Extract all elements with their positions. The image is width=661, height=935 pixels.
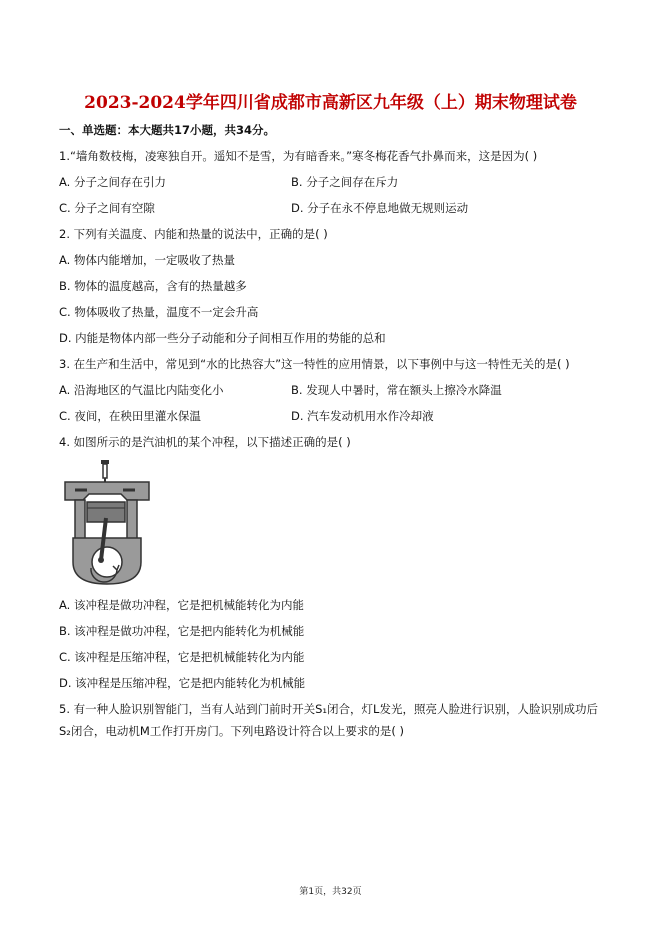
question-1-option-b: B. 分子之间存在斥力 [291, 175, 399, 189]
question-3-stem: 3. 在生产和生活中，常见到“水的比热容大”这一特性的应用情景，以下事例中与这一特性无关的是( ) [59, 357, 570, 371]
question-2-stem: 2. 下列有关温度、内能和热量的说法中，正确的是( ) [59, 227, 328, 241]
question-2-option-b: B. 物体的温度越高，含有的热量越多 [59, 279, 247, 293]
document-title: 2023-2024学年四川省成都市高新区九年级（上）期末物理试卷 [84, 93, 577, 113]
cylinder-wall-left [75, 500, 85, 540]
question-1-option-d: D. 分子在永不停息地做无规则运动 [291, 201, 469, 215]
crank-pin [98, 557, 104, 563]
question-3-option-d: D. 汽车发动机用水作冷却液 [291, 409, 434, 423]
spark-plug-body [103, 464, 107, 478]
question-1-option-c: C. 分子之间有空隙 [59, 201, 155, 215]
section-heading: 一、单选题：本大题共17小题，共34分。 [59, 123, 276, 137]
question-4-option-b: B. 该冲程是做功冲程，它是把内能转化为机械能 [59, 624, 305, 638]
question-1-option-a: A. 分子之间存在引力 [59, 175, 166, 189]
question-4-option-d: D. 该冲程是压缩冲程，它是把内能转化为机械能 [59, 676, 306, 690]
question-1-stem: 1.“墙角数枝梅，凌寒独自开。遥知不是雪，为有暗香来。”寒冬梅花香气扑鼻而来，这是因为( ) [59, 149, 538, 163]
question-5-stem: 5. 有一种人脸识别智能门，当有人站到门前时开关S₁闭合，灯L发光，照亮人脸进行识别，人脸识别成功后S₂闭合，电动机M工作打开房门。下列电路设计符合以上要求的是( ) [59, 702, 598, 738]
question-3-option-c: C. 夜间，在秧田里灌水保温 [59, 409, 201, 423]
question-2-option-a: A. 物体内能增加，一定吸收了热量 [59, 253, 235, 267]
page-footer: 第1页，共32页 [299, 887, 362, 897]
cylinder-wall-right [127, 500, 137, 540]
crankshaft-wheel [92, 547, 122, 577]
question-4-option-a: A. 该冲程是做功冲程，它是把机械能转化为内能 [59, 598, 304, 612]
question-3-option-b: B. 发现人中暑时，常在额头上擦冷水降温 [291, 383, 502, 397]
question-4-option-c: C. 该冲程是压缩冲程，它是把机械能转化为内能 [59, 650, 305, 664]
gasoline-engine-diagram [61, 458, 153, 588]
question-4-stem: 4. 如图所示的是汽油机的某个冲程，以下描述正确的是( ) [59, 435, 351, 449]
question-2-option-c: C. 物体吸收了热量，温度不一定会升高 [59, 305, 259, 319]
question-2-option-d: D. 内能是物体内部一些分子动能和分子间相互作用的势能的总和 [59, 331, 386, 345]
question-3-option-a: A. 沿海地区的气温比内陆变化小 [59, 383, 224, 397]
